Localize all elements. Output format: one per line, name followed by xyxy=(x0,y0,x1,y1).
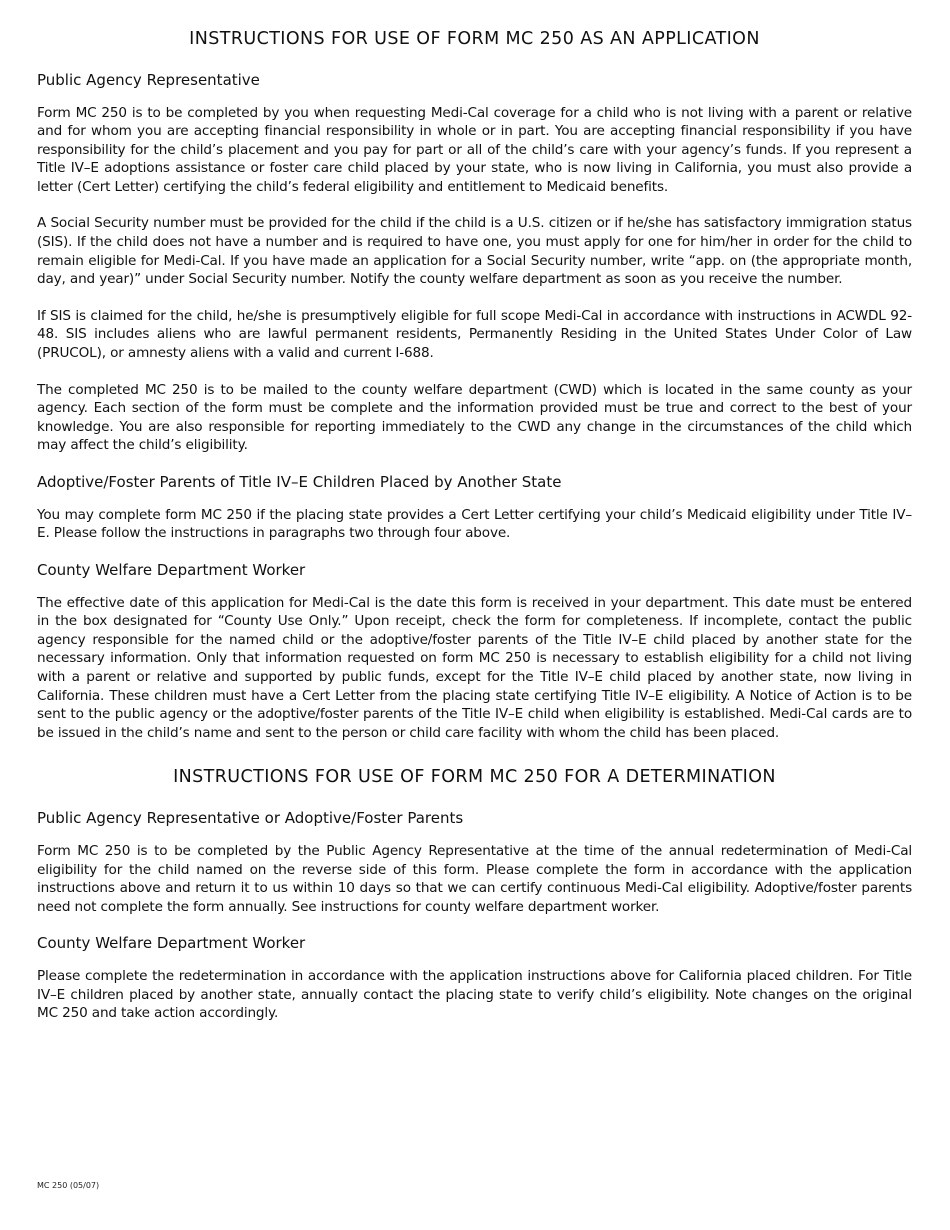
determination-instructions-title: INSTRUCTIONS FOR USE OF FORM MC 250 FOR A DETERMINATION xyxy=(173,767,776,788)
paragraph-sis: If SIS is claimed for the child, he/she is presumptively eligible for full scope Medi-Cal in accordance with instructions in ACWDL 92-48. SIS includes aliens who are lawful permanent residents, Permanently Residing in the United States Under Color of Law (PRUCOL), or amnesty aliens with a valid and current I-688. xyxy=(37,307,912,362)
county-worker-determination-heading: County Welfare Department Worker xyxy=(37,934,306,953)
public-agency-representative-heading: Public Agency Representative xyxy=(37,70,260,89)
paragraph-adoptive-foster: You may complete form MC 250 if the placing state provides a Cert Letter certifying your child’s Medicaid eligibility under Title IV–E. Please follow the instructions in paragraphs two through four above. xyxy=(37,506,912,542)
agency-or-parents-heading: Public Agency Representative or Adoptive/Foster Parents xyxy=(37,809,464,828)
paragraph-mailing: The completed MC 250 is to be mailed to the county welfare department (CWD) which is located in the same county as your agency. Each section of the form must be complete and the information provided must be true and correct to the best of your knowledge. You are also responsible for reporting immediately to the CWD any change in the circumstances of the child which may affect the child’s eligibility. xyxy=(37,381,912,454)
county-worker-heading: County Welfare Department Worker xyxy=(37,560,306,579)
paragraph-social-security: A Social Security number must be provided for the child if the child is a U.S. citizen or if he/she has satisfactory immigration status (SIS). If the child does not have a number and is required to have one, you must apply for one for him/her in order for the child to remain eligible for Medi-Cal. If you have made an application for a Social Security number, write “app. on (the appropriate month, day, and year)” under Social Security number. Notify the county welfare department as soon as you receive the number. xyxy=(37,215,912,288)
application-instructions-title: INSTRUCTIONS FOR USE OF FORM MC 250 AS AN APPLICATION xyxy=(189,29,760,49)
paragraph-redetermination-worker: Please complete the redetermination in accordance with the application instructions above for California placed children. For Title IV–E children placed by another state, annually contact the placing state to verify child’s eligibility. Note changes on the original MC 250 and take action accordingly. xyxy=(37,968,912,1022)
document-page xyxy=(37,28,912,1041)
paragraph-annual-redetermination: Form MC 250 is to be completed by the Public Agency Representative at the time of the annual redetermination of Medi-Cal eligibility for the child named on the reverse side of this form. Please complete the form in accordance with the application instructions above and return it to us within 10 days so that we can certify continuous Medi-Cal eligibility. Adoptive/foster parents need not complete the form annually. See instructions for county welfare department worker. xyxy=(37,842,912,915)
form-code-footer: MC 250 (05/07) xyxy=(37,1181,100,1190)
adoptive-foster-parents-heading: Adoptive/Foster Parents of Title IV–E Children Placed by Another State xyxy=(37,473,562,491)
paragraph-effective-date: The effective date of this application for Medi-Cal is the date this form is received in your department. This date must be entered in the box designated for “County Use Only.” Upon receipt, check the form for completeness. If incomplete, contact the public agency responsible for the named child or the adoptive/foster parents of the Title IV–E child placed by another state for the necessary information. Only that information requested on form MC 250 is necessary to establish eligibility for a child not living with a parent or relative and supported by public funds, except for the Title IV–E child placed by another state, now living in California. These children must have a Cert Letter from the placing state certifying Title IV–E eligibility. A Notice of Action is to be sent to the public agency or the adoptive/foster parents of the Title IV–E child when eligibility is established. Medi-Cal cards are to be issued in the child’s name and sent to the person or child care facility with whom the child has been placed. xyxy=(37,594,912,741)
paragraph-mc250-completion: Form MC 250 is to be completed by you when requesting Medi-Cal coverage for a child who is not living with a parent or relative and for whom you are accepting financial responsibility in whole or in part. You are accepting financial responsibility if you have responsibility for the child’s placement and you pay for part or all of the child’s care with your agency’s funds. If you represent a Title IV–E adoptions assistance or foster care child placed by your state, who is now living in California, you must also provide a letter (Cert Letter) certifying the child’s federal eligibility and entitlement to Medicaid benefits. xyxy=(37,104,912,195)
